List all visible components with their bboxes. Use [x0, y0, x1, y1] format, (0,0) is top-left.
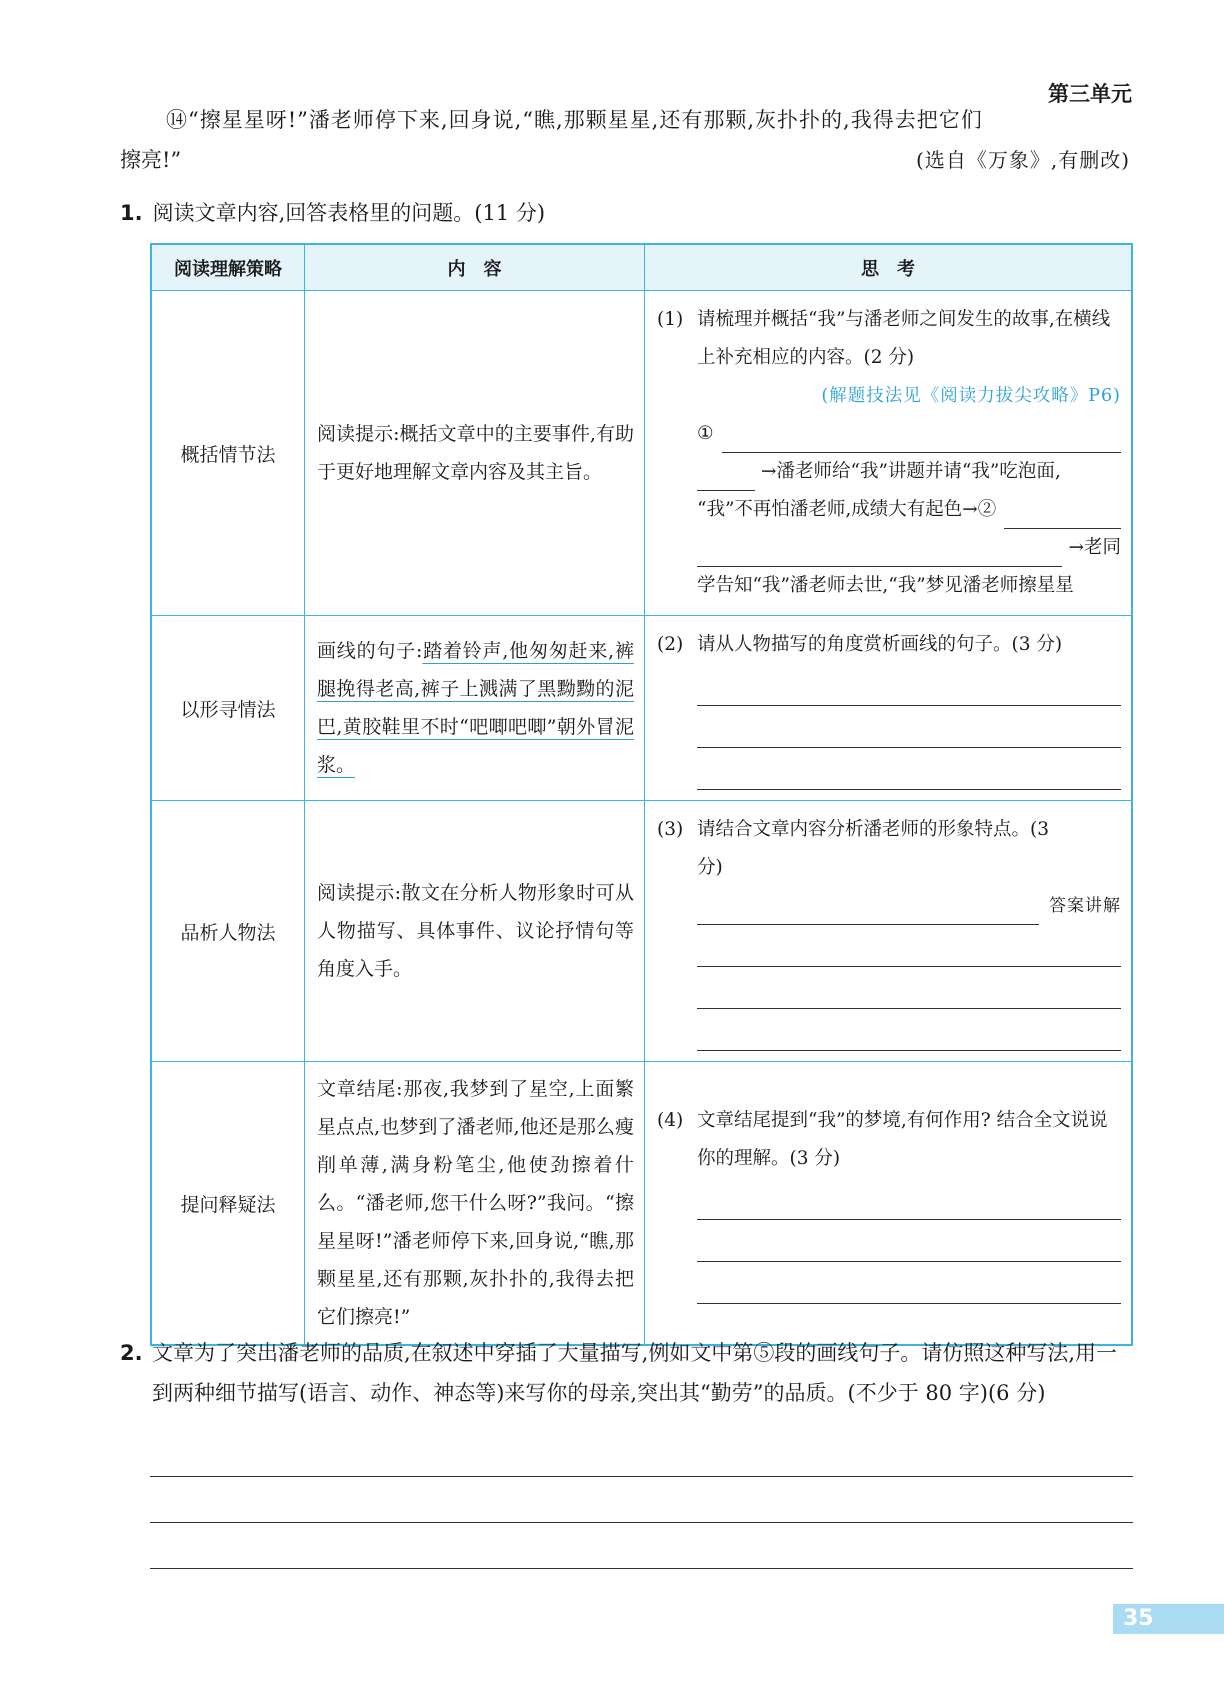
strategy-cell: 提问释疑法 [151, 1062, 305, 1346]
thinking-cell [645, 801, 1133, 1062]
content-cell [305, 616, 645, 801]
flow-text-a: →潘老师给“我”讲题并请“我”吃泡面, [761, 461, 1061, 482]
flow-text-d: 学告知“我”潘老师去世,“我”梦见潘老师擦星星 [697, 575, 1074, 596]
answer-line[interactable] [697, 748, 1121, 790]
underlined-sentence-prefix: 画线的句子: [317, 640, 423, 662]
table-header-row [151, 244, 1132, 291]
header-strategy: 阅读理解策略 [151, 244, 305, 291]
sub-question-number: (1) [657, 309, 684, 330]
passage-line-1: ⑭“擦星星呀!”潘老师停下来,回身说,“瞧,那颗星星,还有那颗,灰扑扑的,我得去把它们 [166, 108, 983, 132]
sub-question-number: (2) [657, 634, 684, 655]
question-1-text: 阅读文章内容,回答表格里的问题。(11 分) [152, 201, 546, 225]
sub-question-text: 文章结尾提到“我”的梦境,有何作用? 结合全文说说你的理解。(3 分) [697, 1110, 1108, 1169]
table-row [151, 1062, 1132, 1346]
thinking-cell [645, 291, 1133, 616]
passage-line-2: 擦亮!” [120, 148, 182, 172]
table-row [151, 616, 1132, 801]
sub-question-text: 请从人物描写的角度赏析画线的句子。(3 分) [697, 634, 1063, 655]
answer-line[interactable] [697, 967, 1121, 1009]
strategy-table [150, 243, 1133, 1346]
question-2-number: 2. [120, 1341, 143, 1365]
question-2-text: 文章为了突出潘老师的品质,在叙述中穿插了大量描写,例如文中第⑤段的画线句子。请仿照这种写法,用一到两种细节描写(语言、动作、神态等)来写你的母亲,突出其“勤劳”的品质。(不少于 80 字)(6 分) [152, 1341, 1118, 1405]
answer-line[interactable] [697, 664, 1121, 706]
question-1-title [120, 193, 545, 233]
content-cell: 阅读提示:概括文章中的主要事件,有助于更好地理解文章内容及其主旨。 [305, 291, 645, 616]
table-row [151, 801, 1132, 1062]
strategy-cell: 品析人物法 [151, 801, 305, 1062]
strategy-cell: 概括情节法 [151, 291, 305, 616]
sub-question-text: 请结合文章内容分析潘老师的形象特点。(3 分) [697, 819, 1049, 878]
answer-line[interactable] [697, 1009, 1121, 1051]
flow-text-c: →老同 [1068, 537, 1121, 558]
answer-blank-2-cont[interactable] [697, 542, 1062, 567]
blank-label-1: ① [697, 423, 714, 444]
content-cell: 阅读提示:散文在分析人物形象时可从人物描写、具体事件、议论抒情句等角度入手。 [305, 801, 645, 1062]
header-thinking: 思 考 [645, 244, 1133, 291]
answer-line[interactable] [697, 900, 1039, 925]
answer-blank-1[interactable] [722, 428, 1121, 453]
header-content: 内 容 [305, 244, 645, 291]
sub-question-number: (3) [657, 819, 684, 840]
thinking-cell [645, 616, 1133, 801]
passage-paragraph-14 [120, 100, 1130, 180]
thinking-cell [645, 1062, 1133, 1346]
table-row [151, 291, 1132, 616]
answer-blank-2[interactable] [1004, 504, 1121, 529]
underlined-sentence: 踏着铃声,他匆匆赶来,裤腿挽得老高,裤子上溅满了黑黝黝的泥巴,黄胶鞋里不时“吧唧吧唧”朝外冒泥浆。 [317, 640, 634, 776]
answer-line[interactable] [697, 1178, 1121, 1220]
question-2 [120, 1333, 1133, 1413]
answer-line[interactable] [697, 1262, 1121, 1304]
answer-explanation-label: 答案讲解 [1049, 896, 1121, 916]
strategy-cell: 以形寻情法 [151, 616, 305, 801]
answer-blank-1-cont[interactable] [697, 466, 755, 491]
page-number: 35 [1113, 1604, 1224, 1634]
sub-question-number: (4) [657, 1110, 684, 1131]
writing-line[interactable] [150, 1476, 1133, 1477]
content-cell: 文章结尾:那夜,我梦到了星空,上面繁星点点,也梦到了潘老师,他还是那么瘦削单薄,满身粉笔尘,他使劲擦着什么。“潘老师,您干什么呀?”我问。“擦星星呀!”潘老师停下来,回身说,“瞧,那颗星星,还有那颗,灰扑扑的,我得去把它们擦亮!” [305, 1062, 645, 1346]
passage-source: (选自《万象》,有删改) [916, 148, 1130, 172]
writing-line[interactable] [150, 1568, 1133, 1569]
answer-line[interactable] [697, 925, 1121, 967]
answer-line[interactable] [697, 706, 1121, 748]
question-1-number: 1. [120, 201, 143, 225]
flow-text-b: “我”不再怕潘老师,成绩大有起色→② [697, 499, 997, 520]
answer-line[interactable] [697, 1220, 1121, 1262]
method-hint: (解题技法见《阅读力拔尖攻略》P6) [821, 386, 1121, 406]
writing-line[interactable] [150, 1522, 1133, 1523]
sub-question-text: 请梳理并概括“我”与潘老师之间发生的故事,在横线上补充相应的内容。(2 分) [697, 309, 1111, 368]
unit-header: 第三单元 [1048, 82, 1132, 106]
